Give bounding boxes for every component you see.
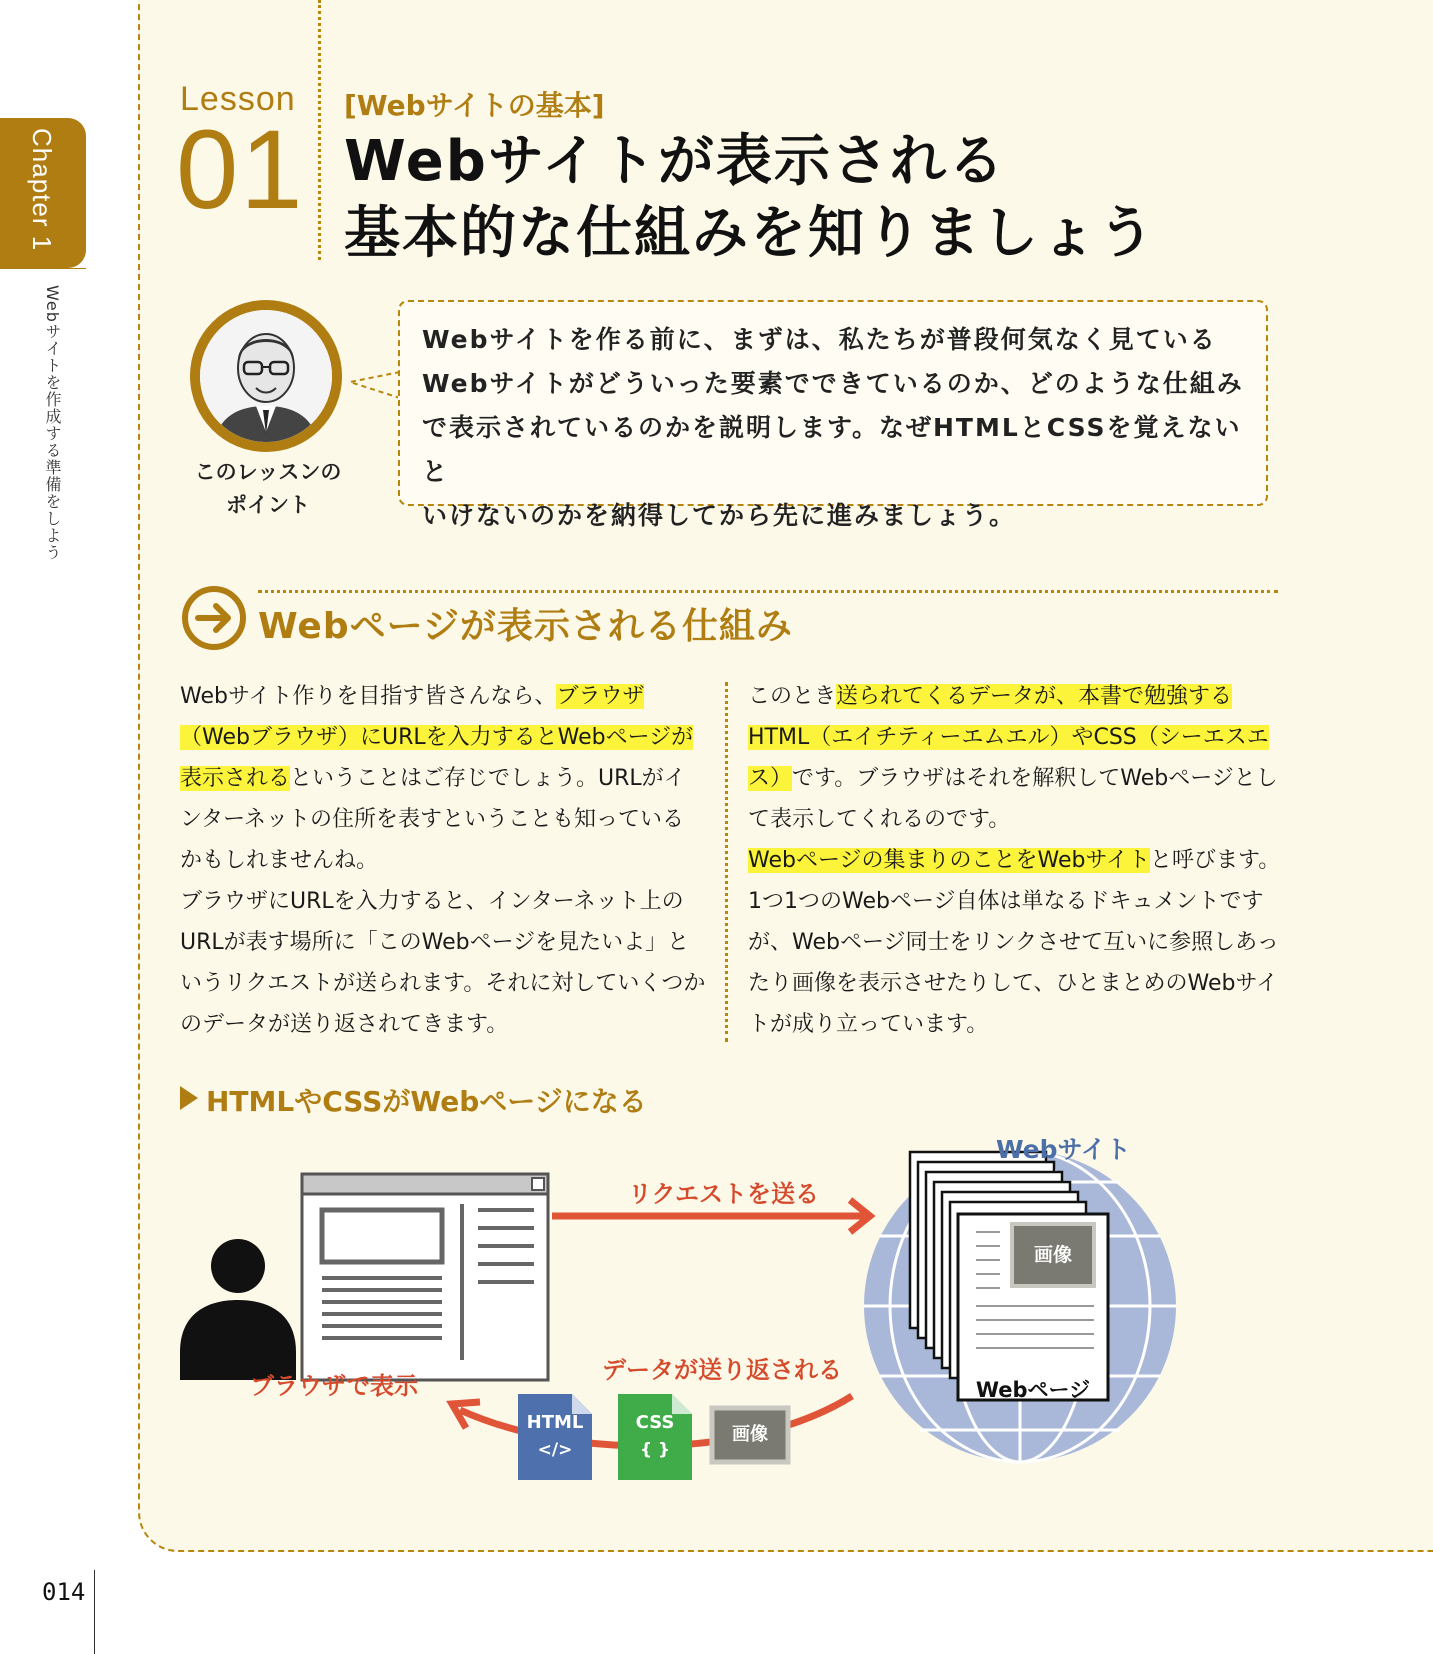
highlight-text: Webページの集まりのことをWebサイト (748, 848, 1150, 873)
paragraph: このとき送られてくるデータが、本書で勉強するHTML（エイチティーエムエル）やCSS（シーエスエス）です。ブラウザはそれを解釈してWebページとして表示してくれるのです。 (748, 684, 1278, 832)
page-image-label: 画像 (1033, 1244, 1072, 1266)
page-number: 014 (42, 1578, 86, 1606)
section-heading: Webページが表示される仕組み (258, 606, 793, 647)
column-divider (725, 682, 728, 1042)
speech-pointer-icon (348, 370, 400, 400)
request-label: リクエストを送る (628, 1180, 820, 1208)
html-file-code: </> (537, 1440, 573, 1460)
point-text (422, 318, 1252, 538)
body-left-column (180, 676, 706, 1045)
point-line: いけないのかを納得してから先に進みましょう。 (422, 501, 1017, 530)
browser-label: ブラウザで表示 (250, 1372, 418, 1400)
point-label-line-1: このレッスンの (194, 460, 342, 484)
return-label: データが送り返される (602, 1356, 842, 1384)
highlight-text: 送られてくるデータが、本書で勉強するHTML（エイチティーエムエル）やCSS（シーエスエス） (748, 684, 1269, 791)
page-number-rule (94, 1570, 95, 1654)
header-divider (318, 0, 321, 260)
lesson-number: 01 (176, 107, 305, 232)
website-label: Webサイト (996, 1135, 1131, 1164)
lesson-category: [Webサイトの基本] (344, 89, 605, 122)
chapter-divider (0, 268, 86, 269)
diagram-heading: HTMLやCSSがWebページになる (206, 1085, 647, 1118)
lesson-label: Lesson (180, 80, 296, 118)
author-portrait-icon (200, 310, 332, 442)
avatar (200, 310, 332, 442)
chapter-vertical-title: Webサイトを作成する準備をしよう (43, 285, 62, 561)
css-file-label: CSS (635, 1412, 675, 1433)
html-file-icon (518, 1394, 592, 1480)
css-file-icon (618, 1394, 692, 1480)
point-label (178, 456, 358, 522)
body-right-column (748, 676, 1288, 1045)
html-file-label: HTML (526, 1412, 584, 1433)
point-line: Webサイトがどういった要素でできているのか、どのような仕組み (422, 369, 1244, 398)
highlight-text: ブラウザ（Webブラウザ）にURLを入力するとWebページが表示される (180, 684, 694, 791)
webpage-label: Webページ (975, 1378, 1091, 1402)
image-file-label: 画像 (732, 1424, 768, 1445)
point-line: で表示されているのかを説明します。なぜHTMLとCSSを覚えないと (422, 413, 1242, 486)
css-file-code: { } (639, 1440, 671, 1460)
chapter-label: Chapter 1 (27, 128, 57, 252)
paragraph: Webページの集まりのことをWebサイトと呼びます。1つ1つのWebページ自体は単なるドキュメントですが、Webページ同士をリンクさせて互いに参照しあったり画像を表示させたりして、ひとまとめのWebサイトが成り立っています。 (748, 848, 1281, 1037)
user-person-icon (180, 1239, 296, 1380)
browser-window-icon (302, 1174, 548, 1380)
paragraph: ブラウザにURLを入力すると、インターネット上のURLが表す場所に「このWebページを見たいよ」というリクエストが送られます。それに対していくつかのデータが送り返されてきます。 (180, 889, 706, 1037)
lesson-title-line-2: 基本的な仕組みを知りましょう (344, 201, 1156, 266)
paragraph: Webサイト作りを目指す皆さんなら、ブラウザ（Webブラウザ）にURLを入力するとWebページが表示されるということはご存じでしょう。URLがインターネットの住所を表すということも知っているかもしれませんね。 (180, 684, 694, 873)
lesson-title (344, 126, 1156, 270)
point-line: Webサイトを作る前に、まずは、私たちが普段何気なく見ている (422, 325, 1217, 354)
triangle-bullet-icon (180, 1086, 198, 1110)
arrow-circle-icon (180, 584, 248, 652)
section-rule (258, 590, 1278, 593)
lesson-title-line-1: Webサイトが表示される (344, 129, 1006, 194)
point-label-line-2: ポイント (226, 493, 310, 517)
